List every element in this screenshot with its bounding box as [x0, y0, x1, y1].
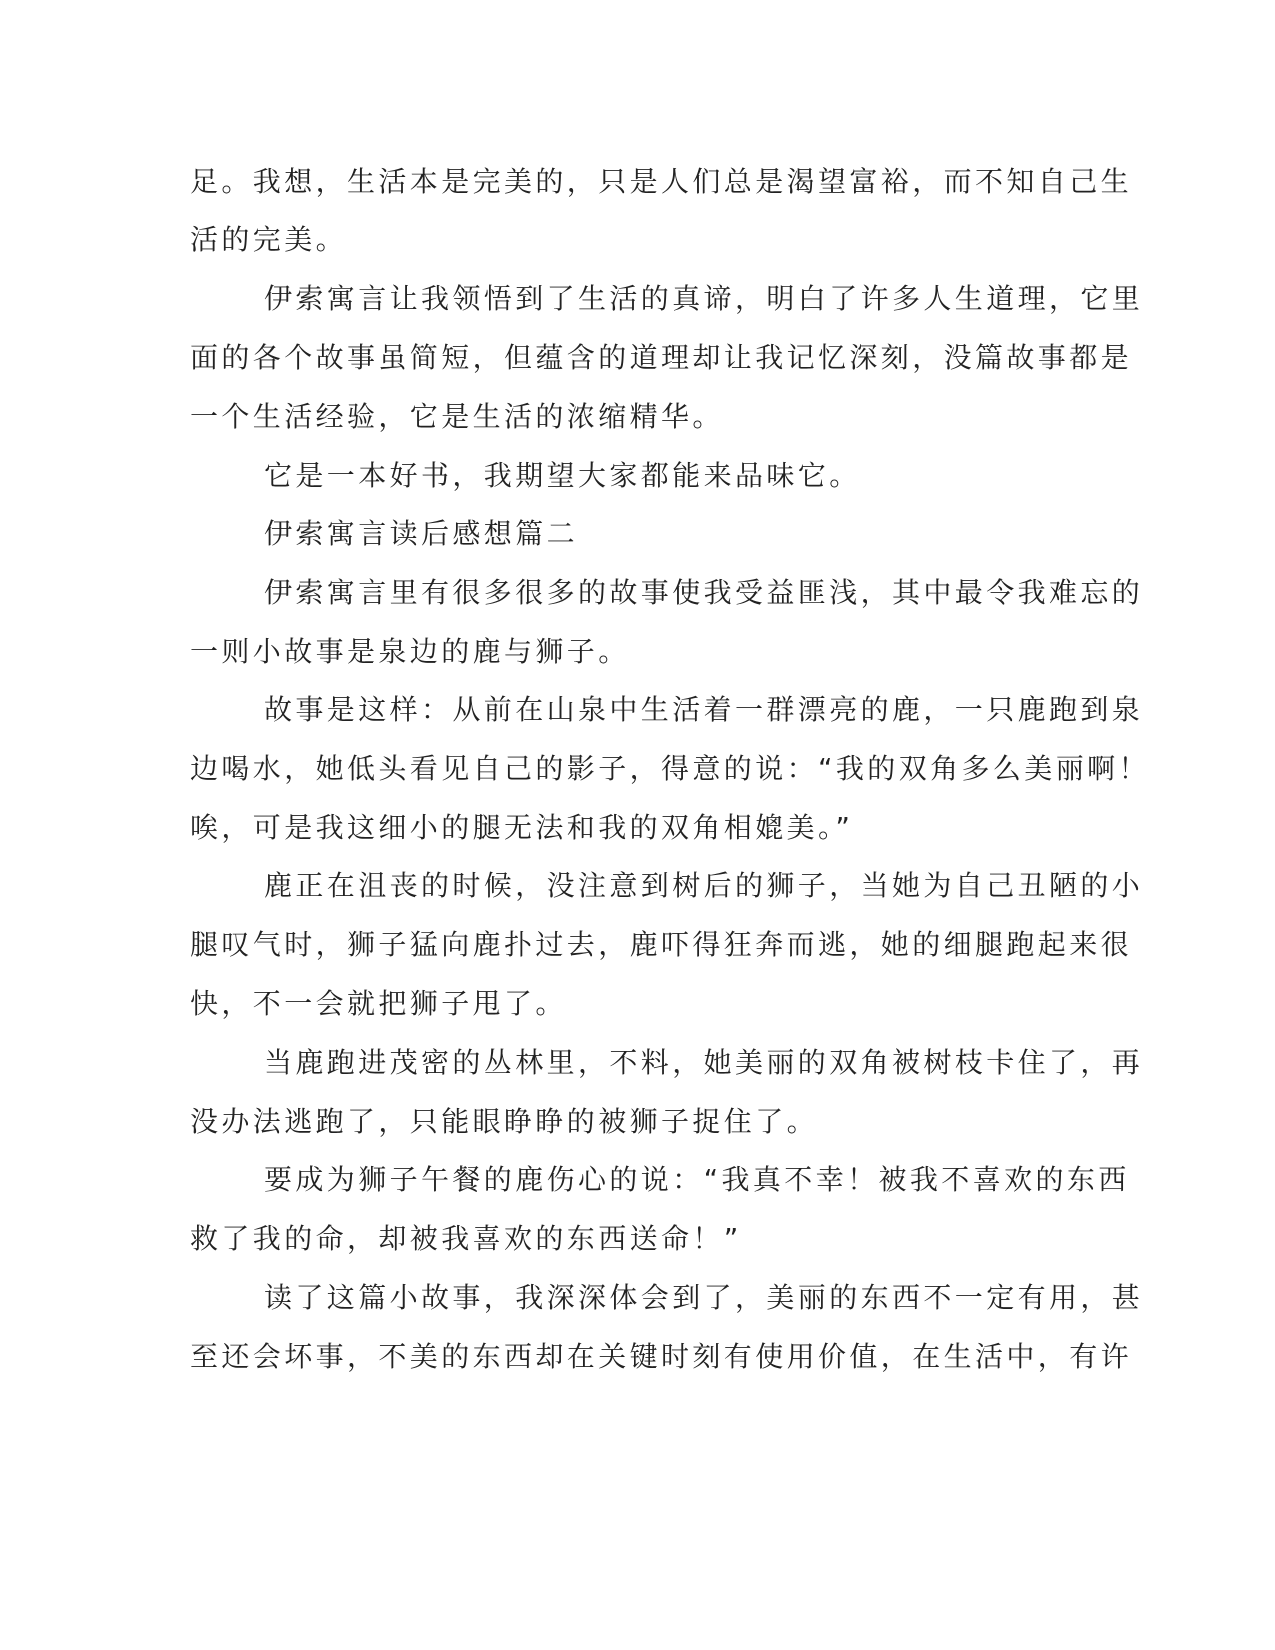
text-line: 面的各个故事虽简短，但蕴含的道理却让我记忆深刻，没篇故事都是	[190, 341, 1133, 374]
text-line: 快，不一会就把狮子甩了。	[190, 987, 567, 1020]
text-line: 救了我的命，却被我喜欢的东西送命！”	[190, 1222, 742, 1255]
text-line: 活的完美。	[190, 223, 348, 256]
text-line: 伊索寓言里有很多很多的故事使我受益匪浅，其中最令我难忘的	[264, 576, 1144, 609]
text-line: 至还会坏事，不美的东西却在关键时刻有使用价值，在生活中，有许	[190, 1340, 1133, 1373]
text-line: 没办法逃跑了，只能眼睁睁的被狮子捉住了。	[190, 1105, 819, 1138]
text-line: 读了这篇小故事，我深深体会到了，美丽的东西不一定有用，甚	[264, 1281, 1144, 1314]
text-line: 故事是这样：从前在山泉中生活着一群漂亮的鹿，一只鹿跑到泉	[264, 693, 1144, 726]
section-heading: 伊索寓言读后感想篇二	[264, 517, 579, 550]
text-line: 一则小故事是泉边的鹿与狮子。	[190, 635, 630, 668]
text-line: 一个生活经验，它是生活的浓缩精华。	[190, 400, 724, 433]
text-line: 腿叹气时，狮子猛向鹿扑过去，鹿吓得狂奔而逃，她的细腿跑起来很	[190, 928, 1133, 961]
text-line: 要成为狮子午餐的鹿伤心的说：“我真不幸！被我不喜欢的东西	[264, 1163, 1130, 1196]
text-line: 鹿正在沮丧的时候，没注意到树后的狮子，当她为自己丑陋的小	[264, 869, 1144, 902]
text-line: 边喝水，她低头看见自己的影子，得意的说：“我的双角多么美丽啊！	[190, 752, 1150, 785]
text-line: 足。我想，生活本是完美的，只是人们总是渴望富裕，而不知自己生	[190, 165, 1133, 198]
text-line: 它是一本好书，我期望大家都能来品味它。	[264, 459, 861, 492]
text-line: 当鹿跑进茂密的丛林里，不料，她美丽的双角被树枝卡住了，再	[264, 1046, 1144, 1079]
text-line: 唉，可是我这细小的腿无法和我的双角相媲美。”	[190, 811, 854, 844]
text-line: 伊索寓言让我领悟到了生活的真谛，明白了许多人生道理，它里	[264, 282, 1144, 315]
